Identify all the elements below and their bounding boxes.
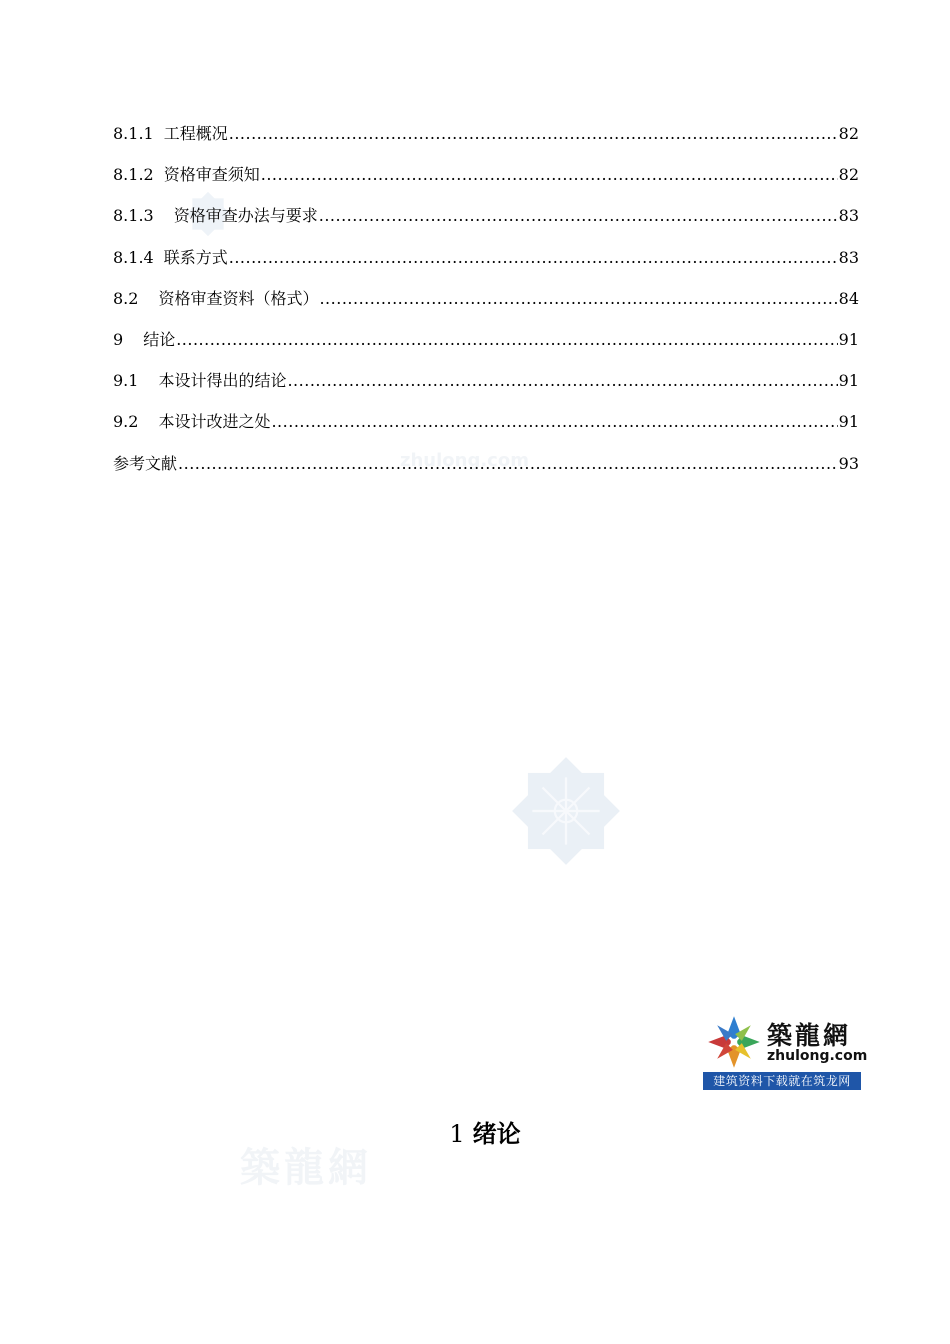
toc-title: 结论 — [143, 329, 176, 349]
toc-number: 8.2 — [113, 288, 139, 308]
toc-title: 联系方式 — [163, 247, 228, 267]
toc-leader — [319, 204, 838, 228]
table-of-contents — [113, 122, 859, 493]
toc-entry[interactable] — [113, 369, 859, 410]
snowflake-logo-icon — [705, 1014, 763, 1070]
toc-entry[interactable] — [113, 246, 859, 287]
toc-title: 工程概况 — [163, 124, 228, 143]
chapter-heading — [0, 1118, 950, 1150]
toc-leader — [261, 163, 838, 187]
watermark-url: zhulong.com — [400, 450, 529, 471]
toc-page: 93 — [838, 453, 859, 473]
toc-title: 本设计改进之处 — [158, 412, 271, 432]
toc-leader — [319, 287, 837, 311]
toc-page: 83 — [838, 247, 859, 267]
toc-number: 8.1.2 — [113, 165, 154, 185]
toc-entry[interactable] — [113, 410, 859, 451]
toc-leader — [271, 410, 837, 434]
toc-entry[interactable] — [113, 122, 859, 163]
logo-brand-cn: 築龍網 — [767, 1021, 852, 1050]
toc-title: 资格审查资料（格式） — [158, 288, 319, 308]
toc-page: 91 — [838, 371, 859, 391]
chapter-title: 绪论 — [472, 1120, 521, 1148]
toc-number: 8.1.4 — [113, 247, 154, 267]
toc-leader — [176, 328, 837, 352]
zhulong-logo — [703, 1012, 868, 1090]
toc-title: 本设计得出的结论 — [158, 371, 287, 391]
toc-number: 9.2 — [113, 412, 139, 432]
toc-entry[interactable] — [113, 204, 859, 245]
toc-title: 资格审查须知 — [163, 165, 260, 185]
toc-leader — [229, 246, 838, 270]
toc-title: 参考文献 — [113, 453, 178, 473]
toc-entry[interactable] — [113, 328, 859, 369]
watermark-brand: 築龍網 — [240, 1144, 372, 1191]
toc-number: 8.1.3 — [113, 206, 154, 226]
watermark-snowflake-icon — [510, 755, 622, 867]
toc-entry[interactable] — [113, 452, 859, 493]
toc-leader — [178, 452, 838, 476]
toc-entry[interactable] — [113, 287, 859, 328]
toc-leader — [287, 369, 837, 393]
toc-number: 9 — [113, 329, 124, 349]
toc-title: 资格审查办法与要求 — [173, 206, 318, 226]
toc-page: 91 — [838, 329, 859, 349]
toc-number: 9.1 — [113, 371, 139, 391]
toc-number: 8.1.1 — [113, 124, 154, 143]
toc-page: 82 — [838, 124, 859, 143]
toc-entry[interactable] — [113, 163, 859, 204]
toc-page: 82 — [838, 165, 859, 185]
toc-page: 91 — [838, 412, 859, 432]
logo-tagline: 建筑资料下载就在筑龙网 — [703, 1072, 861, 1090]
logo-brand-en: zhulong.com — [767, 1048, 868, 1064]
toc-page: 84 — [838, 288, 859, 308]
toc-leader — [229, 122, 838, 146]
toc-page: 83 — [838, 206, 859, 226]
chapter-number: 1 — [449, 1120, 465, 1148]
